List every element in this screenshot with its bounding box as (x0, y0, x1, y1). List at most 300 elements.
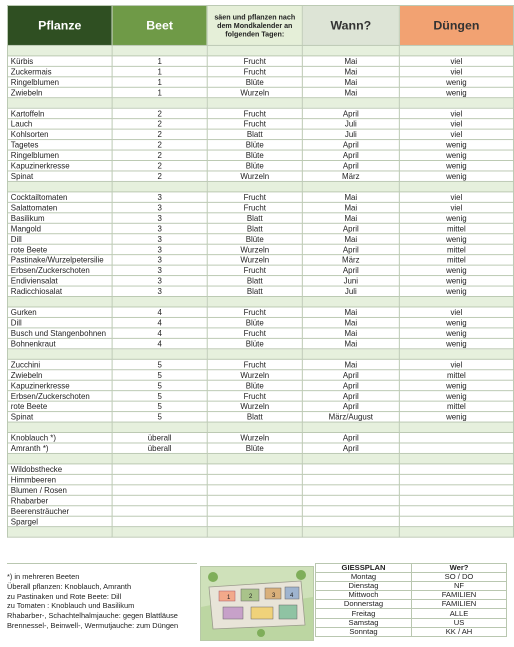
table-row (7, 56, 513, 66)
group-separator (7, 98, 513, 108)
separator-cell (302, 297, 399, 307)
cell-wann: April (302, 244, 399, 254)
cell-wann: Mai (302, 202, 399, 212)
cell-wann: Mai (302, 307, 399, 317)
cell-mond: Blüte (207, 338, 302, 348)
cell-wann: Juli (302, 119, 399, 129)
separator-cell (399, 181, 513, 191)
table-row (7, 129, 513, 139)
cell-duengen: mittel (399, 255, 513, 265)
cell-beet: 3 (112, 244, 207, 254)
cell-pflanze: Lauch (7, 119, 112, 129)
separator-cell (7, 45, 112, 55)
separator-cell (112, 453, 207, 463)
separator-cell (112, 297, 207, 307)
cell-wann: März (302, 255, 399, 265)
separator-cell (302, 181, 399, 191)
separator-cell (207, 349, 302, 359)
group-separator (7, 181, 513, 191)
table-row (7, 506, 513, 516)
cell-mond: Wurzeln (207, 171, 302, 181)
cell-mond: Blüte (207, 380, 302, 390)
cell-wann: April (302, 391, 399, 401)
cell-pflanze: Zucchini (7, 359, 112, 369)
giessplan-who: SO / DO (412, 573, 507, 582)
cell-pflanze: Erbsen/Zuckerschoten (7, 265, 112, 275)
cell-beet: 3 (112, 265, 207, 275)
separator-cell (302, 349, 399, 359)
cell-mond: Frucht (207, 119, 302, 129)
cell-pflanze: Kartoffeln (7, 108, 112, 118)
cell-duengen: viel (399, 108, 513, 118)
cell-pflanze: Beerensträucher (7, 506, 112, 516)
cell-mond: Frucht (207, 108, 302, 118)
giessplan-who: ALLE (412, 609, 507, 618)
cell-pflanze: Spinat (7, 412, 112, 422)
cell-pflanze: Amranth *) (7, 443, 112, 453)
cell-wann: April (302, 370, 399, 380)
giessplan-row (316, 573, 507, 582)
cell-beet: 2 (112, 171, 207, 181)
cell-wann (302, 474, 399, 484)
cell-pflanze: Spinat (7, 171, 112, 181)
cell-duengen: viel (399, 56, 513, 66)
cell-wann: April (302, 265, 399, 275)
cell-wann: April (302, 140, 399, 150)
header-duengen: Düngen (399, 5, 513, 45)
cell-wann: März/August (302, 412, 399, 422)
table-row (7, 516, 513, 526)
table-row (7, 223, 513, 233)
cell-mond: Blatt (207, 276, 302, 286)
cell-duengen: viel (399, 192, 513, 202)
cell-duengen: wenig (399, 171, 513, 181)
table-row (7, 202, 513, 212)
cell-duengen: wenig (399, 77, 513, 87)
cell-pflanze: Zwiebeln (7, 370, 112, 380)
table-row (7, 317, 513, 327)
table-row (7, 108, 513, 118)
cell-duengen (399, 474, 513, 484)
note-line: Brennessel-, Beinwell-, Wermutjauche: zum Düngen (7, 620, 179, 630)
group-separator (7, 349, 513, 359)
cell-duengen: wenig (399, 391, 513, 401)
cell-duengen: wenig (399, 161, 513, 171)
cell-duengen (399, 443, 513, 453)
giessplan-table (315, 563, 507, 637)
cell-beet: 3 (112, 255, 207, 265)
table-row (7, 171, 513, 181)
cell-beet: 2 (112, 108, 207, 118)
separator-cell (7, 422, 112, 432)
separator-cell (7, 527, 112, 537)
cell-wann (302, 485, 399, 495)
cell-mond: Wurzeln (207, 370, 302, 380)
separator-cell (302, 453, 399, 463)
cell-duengen: wenig (399, 150, 513, 160)
table-row (7, 307, 513, 317)
cell-beet (112, 485, 207, 495)
cell-wann: Mai (302, 234, 399, 244)
cell-beet: 1 (112, 77, 207, 87)
cell-duengen: wenig (399, 412, 513, 422)
separator-cell (112, 181, 207, 191)
cell-duengen: viel (399, 359, 513, 369)
separator-cell (399, 297, 513, 307)
separator-cell (302, 98, 399, 108)
cell-wann: Mai (302, 328, 399, 338)
table-body (7, 45, 513, 537)
cell-beet: 2 (112, 119, 207, 129)
cell-beet: 3 (112, 234, 207, 244)
table-row (7, 150, 513, 160)
cell-beet: 3 (112, 202, 207, 212)
cell-pflanze: Blumen / Rosen (7, 485, 112, 495)
table-row (7, 234, 513, 244)
giessplan-day: Sonntag (316, 627, 412, 636)
notes-block (7, 563, 197, 643)
table-row (7, 359, 513, 369)
separator-cell (399, 98, 513, 108)
cell-duengen: viel (399, 202, 513, 212)
cell-pflanze: Cocktailtomaten (7, 192, 112, 202)
cell-beet: 2 (112, 129, 207, 139)
separator-cell (207, 181, 302, 191)
cell-duengen: mittel (399, 370, 513, 380)
cell-pflanze: Radicchiosalat (7, 286, 112, 296)
table-row (7, 265, 513, 275)
cell-beet: 4 (112, 328, 207, 338)
cell-pflanze: Tagetes (7, 140, 112, 150)
cell-beet (112, 516, 207, 526)
cell-duengen: wenig (399, 380, 513, 390)
separator-cell (7, 453, 112, 463)
cell-duengen: wenig (399, 234, 513, 244)
cell-duengen (399, 485, 513, 495)
cell-beet: 1 (112, 87, 207, 97)
cell-wann: Mai (302, 317, 399, 327)
cell-wann: Mai (302, 77, 399, 87)
cell-pflanze: Endiviensalat (7, 276, 112, 286)
giessplan-day: Samstag (316, 618, 412, 627)
cell-pflanze: Pastinake/Wurzelpetersilie (7, 255, 112, 265)
map-bed-label: 1 (227, 595, 231, 601)
giessplan-who: NF (412, 582, 507, 591)
cell-duengen: viel (399, 307, 513, 317)
cell-mond: Blüte (207, 161, 302, 171)
separator-cell (399, 453, 513, 463)
separator-cell (399, 45, 513, 55)
giessplan-who: FAMILIEN (412, 591, 507, 600)
cell-wann: April (302, 161, 399, 171)
cell-beet: 3 (112, 286, 207, 296)
cell-wann: April (302, 433, 399, 443)
table-row (7, 401, 513, 411)
cell-mond: Frucht (207, 328, 302, 338)
cell-wann: April (302, 443, 399, 453)
cell-beet: 4 (112, 307, 207, 317)
cell-wann: Mai (302, 87, 399, 97)
cell-pflanze: Dill (7, 234, 112, 244)
cell-pflanze: Kapuzinerkresse (7, 161, 112, 171)
note-line: zu Pastinaken und Rote Beete: Dill (7, 591, 122, 601)
cell-duengen: wenig (399, 265, 513, 275)
table-row (7, 380, 513, 390)
separator-cell (302, 45, 399, 55)
table-row (7, 485, 513, 495)
cell-mond: Frucht (207, 202, 302, 212)
garden-map-drawing (201, 567, 313, 640)
separator-cell (207, 453, 302, 463)
cell-pflanze: Rhabarber (7, 495, 112, 505)
cell-mond: Frucht (207, 56, 302, 66)
table-row (7, 77, 513, 87)
cell-pflanze: Salattomaten (7, 202, 112, 212)
giessplan-title: GIESSPLAN (316, 564, 412, 573)
cell-pflanze: Zuckermais (7, 66, 112, 76)
note-line: Überall pflanzen: Knoblauch, Amranth (7, 581, 132, 591)
cell-wann: April (302, 401, 399, 411)
cell-mond: Frucht (207, 359, 302, 369)
cell-wann: April (302, 223, 399, 233)
cell-duengen: viel (399, 129, 513, 139)
table-row (7, 433, 513, 443)
cell-mond: Frucht (207, 307, 302, 317)
separator-cell (207, 422, 302, 432)
separator-cell (302, 527, 399, 537)
cell-wann: Mai (302, 192, 399, 202)
giessplan-who-header: Wer? (412, 564, 507, 573)
cell-pflanze: Kapuzinerkresse (7, 380, 112, 390)
table-row (7, 140, 513, 150)
cell-beet: 2 (112, 150, 207, 160)
cell-duengen: wenig (399, 140, 513, 150)
cell-mond: Wurzeln (207, 401, 302, 411)
group-separator (7, 527, 513, 537)
cell-duengen: wenig (399, 317, 513, 327)
cell-duengen (399, 495, 513, 505)
separator-cell (112, 349, 207, 359)
giessplan-row (316, 618, 507, 627)
table-row (7, 276, 513, 286)
cell-beet: 5 (112, 370, 207, 380)
table-row (7, 464, 513, 474)
cell-pflanze: Kürbis (7, 56, 112, 66)
cell-pflanze: Knoblauch *) (7, 433, 112, 443)
cell-pflanze: Ringelblumen (7, 150, 112, 160)
cell-mond (207, 464, 302, 474)
separator-cell (399, 422, 513, 432)
table-row (7, 338, 513, 348)
separator-cell (112, 98, 207, 108)
cell-mond (207, 474, 302, 484)
separator-cell (112, 422, 207, 432)
separator-cell (7, 98, 112, 108)
table-row (7, 213, 513, 223)
cell-mond (207, 516, 302, 526)
cell-pflanze: Zwiebeln (7, 87, 112, 97)
cell-beet: 5 (112, 380, 207, 390)
cell-duengen (399, 433, 513, 443)
table-row (7, 391, 513, 401)
giessplan-header-row (316, 564, 507, 573)
cell-pflanze: rote Beete (7, 244, 112, 254)
cell-pflanze: Bohnenkraut (7, 338, 112, 348)
cell-mond: Frucht (207, 265, 302, 275)
cell-mond: Blatt (207, 223, 302, 233)
cell-mond (207, 506, 302, 516)
cell-mond: Blüte (207, 150, 302, 160)
cell-pflanze: Mangold (7, 223, 112, 233)
table-row (7, 474, 513, 484)
cell-duengen (399, 506, 513, 516)
cell-wann: März (302, 171, 399, 181)
giessplan-row (316, 627, 507, 636)
cell-beet: 4 (112, 338, 207, 348)
cell-wann: Mai (302, 56, 399, 66)
cell-duengen: wenig (399, 286, 513, 296)
cell-pflanze: Kohlsorten (7, 129, 112, 139)
cell-pflanze: Basilikum (7, 213, 112, 223)
cell-mond: Blüte (207, 443, 302, 453)
separator-cell (207, 297, 302, 307)
cell-beet: 3 (112, 192, 207, 202)
cell-wann: Mai (302, 338, 399, 348)
cell-mond: Wurzeln (207, 255, 302, 265)
cell-mond: Blüte (207, 234, 302, 244)
cell-mond: Frucht (207, 192, 302, 202)
separator-cell (207, 45, 302, 55)
giessplan-who: KK / AH (412, 627, 507, 636)
giessplan-row (316, 600, 507, 609)
separator-cell (7, 181, 112, 191)
cell-duengen: mittel (399, 401, 513, 411)
cell-beet: 5 (112, 401, 207, 411)
cell-mond (207, 495, 302, 505)
cell-pflanze: Busch und Stangenbohnen (7, 328, 112, 338)
cell-duengen: viel (399, 119, 513, 129)
cell-beet: 1 (112, 66, 207, 76)
cell-wann: April (302, 380, 399, 390)
cell-beet (112, 506, 207, 516)
header-pflanze: Pflanze (7, 5, 112, 45)
cell-duengen: mittel (399, 244, 513, 254)
cell-duengen: wenig (399, 276, 513, 286)
table-row (7, 328, 513, 338)
giessplan-day: Donnerstag (316, 600, 412, 609)
cell-beet (112, 464, 207, 474)
cell-mond: Blüte (207, 317, 302, 327)
garden-map-image (200, 566, 314, 641)
giessplan-body (316, 573, 507, 637)
cell-pflanze: Himmbeeren (7, 474, 112, 484)
cell-mond (207, 485, 302, 495)
cell-wann (302, 464, 399, 474)
cell-beet: überall (112, 443, 207, 453)
giessplan-row (316, 582, 507, 591)
cell-wann: Juli (302, 286, 399, 296)
plant-table (7, 5, 514, 538)
group-separator (7, 453, 513, 463)
cell-mond: Frucht (207, 391, 302, 401)
separator-cell (207, 98, 302, 108)
cell-wann: Mai (302, 359, 399, 369)
cell-beet: 3 (112, 276, 207, 286)
group-separator (7, 297, 513, 307)
separator-cell (302, 422, 399, 432)
cell-duengen: wenig (399, 338, 513, 348)
header-beet: Beet (112, 5, 207, 45)
table-row (7, 244, 513, 254)
cell-mond: Blüte (207, 77, 302, 87)
table-row (7, 66, 513, 76)
separator-cell (207, 527, 302, 537)
table-row (7, 412, 513, 422)
cell-beet: 5 (112, 391, 207, 401)
table-row (7, 443, 513, 453)
giessplan-row (316, 591, 507, 600)
cell-pflanze: Spargel (7, 516, 112, 526)
giessplan-who: FAMILIEN (412, 600, 507, 609)
cell-pflanze: Wildobsthecke (7, 464, 112, 474)
cell-wann: Juli (302, 129, 399, 139)
cell-pflanze: Erbsen/Zuckerschoten (7, 391, 112, 401)
cell-duengen (399, 516, 513, 526)
giessplan-day: Freitag (316, 609, 412, 618)
cell-beet (112, 495, 207, 505)
separator-cell (399, 527, 513, 537)
cell-beet: überall (112, 433, 207, 443)
cell-duengen (399, 464, 513, 474)
group-separator (7, 45, 513, 55)
giessplan-who: US (412, 618, 507, 627)
cell-mond: Blatt (207, 286, 302, 296)
note-line: zu Tomaten : Knoblauch und Basilikum (7, 601, 135, 611)
cell-wann: April (302, 150, 399, 160)
table-row (7, 87, 513, 97)
cell-mond: Blatt (207, 412, 302, 422)
giessplan-day: Montag (316, 573, 412, 582)
separator-cell (112, 527, 207, 537)
cell-duengen: wenig (399, 328, 513, 338)
cell-duengen: mittel (399, 223, 513, 233)
cell-beet: 1 (112, 56, 207, 66)
cell-mond: Blüte (207, 140, 302, 150)
cell-wann: Juni (302, 276, 399, 286)
giessplan-row (316, 609, 507, 618)
cell-wann: Mai (302, 66, 399, 76)
separator-cell (399, 349, 513, 359)
cell-beet: 2 (112, 140, 207, 150)
group-separator (7, 422, 513, 432)
cell-mond: Frucht (207, 66, 302, 76)
separator-cell (112, 45, 207, 55)
cell-pflanze: Ringelblumen (7, 77, 112, 87)
cell-beet (112, 474, 207, 484)
cell-wann: April (302, 108, 399, 118)
giessplan-day: Dienstag (316, 582, 412, 591)
separator-cell (7, 349, 112, 359)
table-row (7, 286, 513, 296)
cell-pflanze: Dill (7, 317, 112, 327)
cell-duengen: wenig (399, 213, 513, 223)
map-bed-label: 3 (272, 593, 276, 599)
cell-mond: Blatt (207, 213, 302, 223)
map-bed-label: 4 (290, 593, 294, 599)
cell-wann (302, 495, 399, 505)
cell-wann (302, 506, 399, 516)
cell-mond: Wurzeln (207, 87, 302, 97)
